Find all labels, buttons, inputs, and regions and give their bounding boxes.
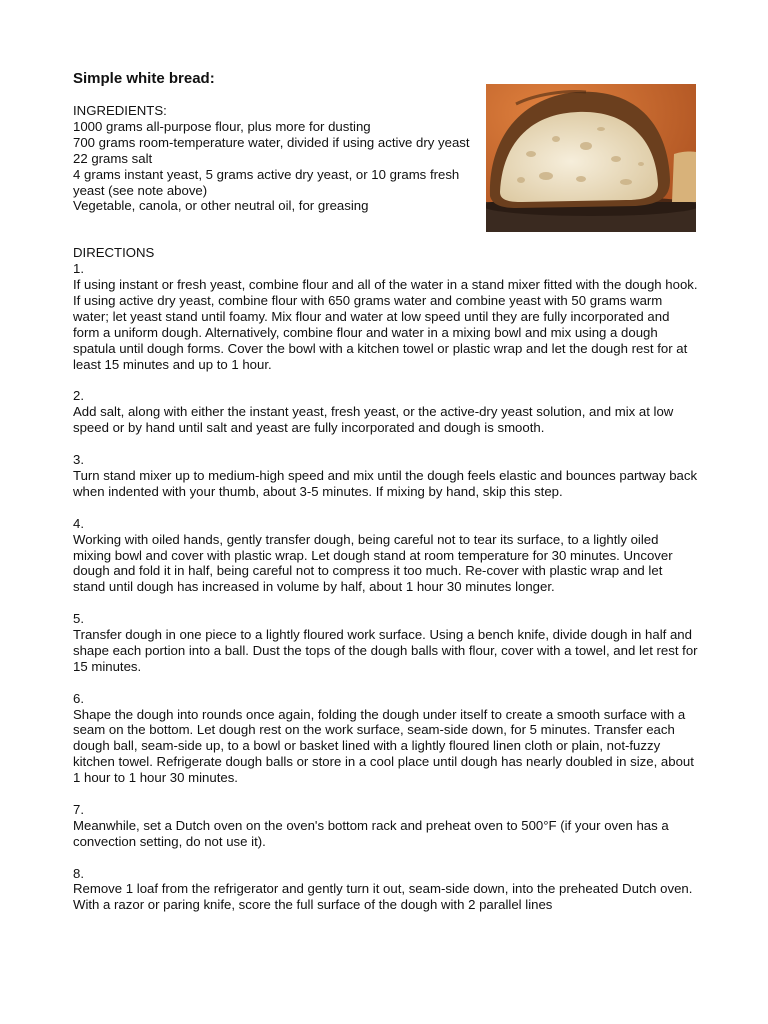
step-number: 7.	[73, 801, 84, 817]
direction-step	[73, 866, 698, 914]
step-text: Transfer dough in one piece to a lightly floured work surface. Using a bench knife, divide dough in half and shape each portion into a ball. Dust the tops of the dough balls with flour, cover with a towel, and let rest for 15 minutes.	[73, 627, 698, 674]
step-number: 2.	[73, 388, 84, 404]
ingredients-section	[73, 103, 473, 214]
recipe-title: Simple white bread:	[73, 70, 215, 87]
direction-step	[73, 261, 698, 372]
directions-section	[73, 245, 698, 913]
bread-illustration	[486, 84, 696, 232]
step-text: Add salt, along with either the instant yeast, fresh yeast, or the active-dry yeast solution, and mix at low speed or by hand until salt and yeast are fully incorporated and dough is smooth.	[73, 404, 674, 436]
ingredient-item: 22 grams salt	[73, 150, 153, 166]
ingredient-item: Vegetable, canola, or other neutral oil, for greasing	[73, 198, 369, 214]
step-text: Shape the dough into rounds once again, folding the dough under itself to create a smooth surface with a seam on the bottom. Let dough rest on the work surface, seam-side down, for 5 minutes. Transfer each dough ball, seam-side up, to a bowl or basket lined with a lightly floured linen cloth or plain, not-fuzzy kitchen towel. Refrigerate dough balls or store in a cool place until dough has nearly doubled in size, about 1 hour to 1 hour 30 minutes.	[73, 706, 694, 786]
direction-step	[73, 611, 698, 675]
ingredients-heading: INGREDIENTS:	[73, 103, 167, 118]
step-number: 5.	[73, 611, 84, 627]
direction-step	[73, 516, 698, 596]
step-number: 1.	[73, 261, 84, 277]
bread-photo	[486, 84, 696, 232]
step-number: 6.	[73, 690, 84, 706]
direction-step	[73, 388, 698, 436]
step-number: 3.	[73, 452, 84, 468]
direction-step	[73, 452, 698, 500]
step-number: 4.	[73, 515, 84, 531]
direction-step	[73, 802, 698, 850]
step-text: Turn stand mixer up to medium-high speed and mix until the dough feels elastic and bounces partway back when indented with your thumb, about 3-5 minutes. If mixing by hand, skip this step.	[73, 468, 698, 499]
step-text: Remove 1 loaf from the refrigerator and gently turn it out, seam-side down, into the preheated Dutch oven. With a razor or paring knife, score the full surface of the dough with 2 parallel lines	[73, 881, 693, 913]
second-loaf-slice	[672, 152, 696, 203]
step-text: Meanwhile, set a Dutch oven on the oven's bottom rack and preheat oven to 500°F (if your oven has a convection setting, do not use it).	[73, 817, 669, 849]
step-text: If using instant or fresh yeast, combine flour and all of the water in a stand mixer fitted with the dough hook. If using active dry yeast, combine flour with 650 grams water and combine yeast with 50 grams warm water; let yeast stand until foamy. Mix flour and water at low speed until they are fully incorporated and form a uniform dough. Alternatively, combine flour and water in a mixing bowl and mix using a dough spatula until dough forms. Cover the bowl with a kitchen towel or plastic wrap and let the dough rest for at least 15 minutes and up to 1 hour.	[73, 277, 698, 372]
directions-heading: DIRECTIONS	[73, 245, 155, 261]
ingredient-item: 700 grams room-temperature water, divided if using active dry yeast	[73, 134, 470, 150]
ingredient-item: 4 grams instant yeast, 5 grams active dry yeast, or 10 grams fresh yeast (see note above)	[73, 166, 460, 198]
step-text: Working with oiled hands, gently transfer dough, being careful not to tear its surface, to a lightly oiled mixing bowl and cover with plastic wrap. Let dough stand at room temperature for 30 minutes. Uncover dough and fold it in half, being careful not to compress it too much. Re-cover with plastic wrap and let stand until dough has increased in volume by half, about 1 hour 30 minutes longer.	[73, 531, 673, 595]
step-number: 8.	[73, 865, 84, 881]
direction-step	[73, 691, 698, 786]
ingredient-item: 1000 grams all-purpose flour, plus more for dusting	[73, 118, 371, 134]
